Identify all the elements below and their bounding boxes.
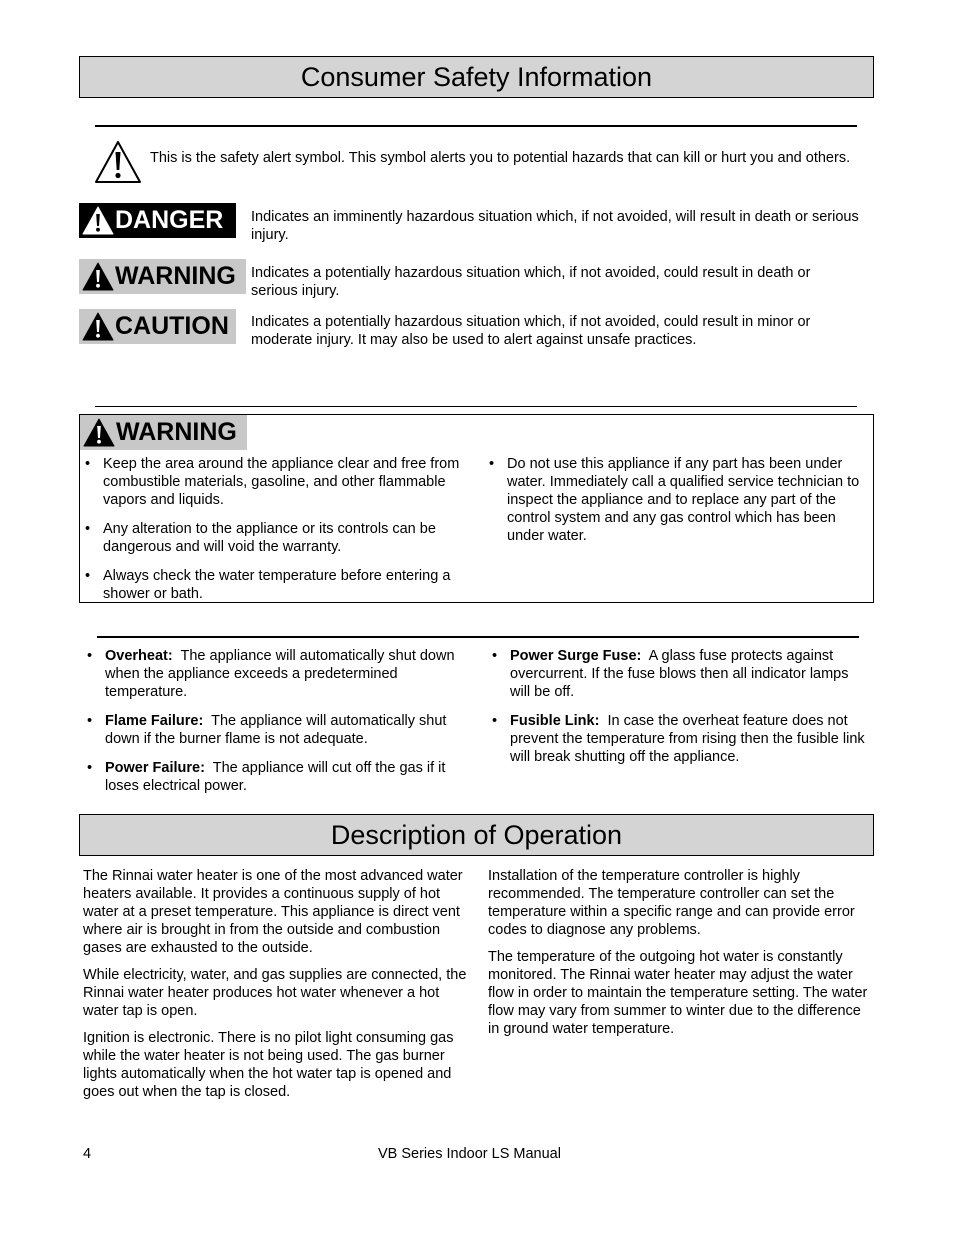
safety-alert-row xyxy=(94,139,864,189)
warning-box xyxy=(79,414,874,603)
operation-column-left xyxy=(83,867,468,1110)
operation-section-title: Description of Operation xyxy=(79,814,874,856)
feature-term: Power Surge Fuse: xyxy=(510,648,642,664)
features-list-left xyxy=(84,647,469,806)
caution-signal xyxy=(79,309,236,344)
warning-description: Indicates a potentially hazardous situation which, if not avoided, could result in death or serious injury. xyxy=(251,265,811,299)
paragraph: The Rinnai water heater is one of the most advanced water heaters available. It provides a continuous supply of hot water at a preset temperature. This appliance is direct vent where air is brought in from the outside and combustion gases are exhausted to the outside. xyxy=(83,868,463,956)
danger-description: Indicates an imminently hazardous situation which, if not avoided, will result in death or serious injury. xyxy=(251,209,859,243)
feature-term: Power Failure: xyxy=(105,760,205,776)
list-item xyxy=(84,647,469,701)
operation-column-right xyxy=(488,867,873,1047)
warning-list-right xyxy=(486,455,871,556)
paragraph: Ignition is electronic. There is no pilot light consuming gas while the water heater is not being used. The gas burner lights automatically when the hot water tap is opened and goes out when the tap is closed. xyxy=(83,1030,454,1100)
feature-term: Overheat: xyxy=(105,648,173,664)
paragraph: While electricity, water, and gas supplies are connected, the Rinnai water heater produces hot water whenever a hot water tap is open. xyxy=(83,967,467,1019)
list-item xyxy=(489,647,869,701)
list-item: • Any alteration to the appliance or its controls can be dangerous and will void the warranty. xyxy=(82,520,470,556)
danger-label: DANGER xyxy=(115,206,224,234)
caution-description: Indicates a potentially hazardous situation which, if not avoided, could result in minor or moderate injury. It may also be used to alert against unsafe practices. xyxy=(251,314,811,348)
divider xyxy=(97,636,859,638)
warning-alert-icon xyxy=(83,418,115,447)
list-item xyxy=(84,712,469,748)
warning-list-left xyxy=(82,455,470,614)
feature-text: The appliance will automatically shut down when the appliance exceeds a predetermined temperature. xyxy=(105,648,455,700)
feature-text: In case the overheat feature does not prevent the temperature from rising then the fusible link will break shutting off the appliance. xyxy=(510,713,865,765)
feature-term: Fusible Link: xyxy=(510,713,600,729)
safety-alert-text: This is the safety alert symbol. This symbol alerts you to potential hazards that can kill or hurt you and others. xyxy=(150,150,851,166)
paragraph: Installation of the temperature controller is highly recommended. The temperature controller can set the temperature within a specific range and can provide error codes to diagnose any problems. xyxy=(488,868,855,938)
feature-term: Flame Failure: xyxy=(105,713,204,729)
manual-title: VB Series Indoor LS Manual xyxy=(378,1146,561,1162)
feature-text: The appliance will cut off the gas if it loses electrical power. xyxy=(105,760,446,794)
divider xyxy=(95,125,857,127)
list-item xyxy=(489,712,869,766)
paragraph: The temperature of the outgoing hot water is constantly monitored. The Rinnai water heater may adjust the water flow in order to maintain the temperature setting. The water flow may vary from summer to winter due to the difference in ground water temperature. xyxy=(488,949,868,1037)
caution-label: CAUTION xyxy=(115,312,229,340)
feature-text: A glass fuse protects against overcurrent. If the fuse blows then all indicator lamps will be off. xyxy=(510,648,849,700)
warning-label: WARNING xyxy=(115,262,236,290)
list-item: • Do not use this appliance if any part has been under water. Immediately call a qualified service technician to inspect the appliance and to replace any part of the control system and any gas control which has been under water. xyxy=(486,455,871,545)
warning-alert-icon xyxy=(82,262,114,291)
list-item: • Keep the area around the appliance clear and free from combustible materials, gasoline, and other flammable vapors and liquids. xyxy=(82,455,470,509)
safety-alert-icon xyxy=(94,139,142,185)
page-number: 4 xyxy=(83,1146,92,1162)
caution-alert-icon xyxy=(82,312,114,341)
danger-alert-icon xyxy=(82,206,114,235)
warning-signal xyxy=(79,259,246,294)
warning-box-label: WARNING xyxy=(116,418,237,446)
danger-signal xyxy=(79,203,236,238)
safety-section-title: Consumer Safety Information xyxy=(79,56,874,98)
warning-box-signal xyxy=(80,415,247,450)
features-list-right xyxy=(489,647,869,777)
list-item: • Always check the water temperature before entering a shower or bath. xyxy=(82,567,470,603)
list-item xyxy=(84,759,469,795)
divider xyxy=(95,406,857,407)
feature-text: The appliance will automatically shut down if the burner flame is not adequate. xyxy=(105,713,447,747)
